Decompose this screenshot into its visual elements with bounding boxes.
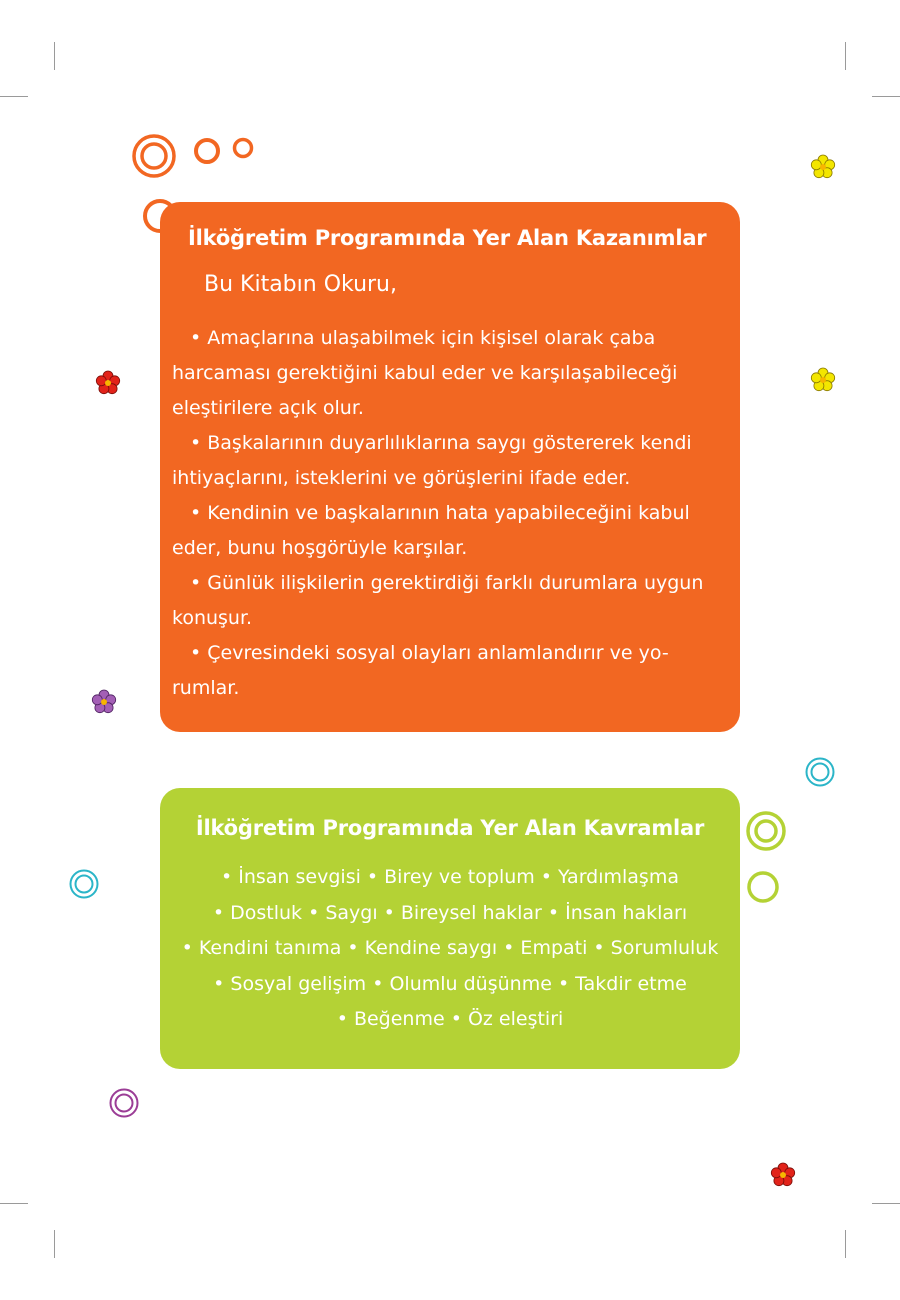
reader-heading: Bu Kitabın Okuru, <box>204 272 397 297</box>
concept-line: • Sosyal gelişim • Olumlu düşünme • Takdir etme <box>213 972 687 995</box>
crop-mark <box>845 1230 846 1258</box>
flower-icon <box>810 367 836 393</box>
concentric-circle-icon <box>130 132 178 180</box>
crop-mark <box>0 96 28 97</box>
concepts-title: İlköğretim Programında Yer Alan Kavramlar <box>195 816 705 840</box>
concentric-circle-icon <box>68 868 100 900</box>
concentric-circle-icon <box>108 1087 140 1119</box>
outcomes-title: İlköğretim Programında Yer Alan Kazanımlar <box>188 226 707 250</box>
list-item: • Amaçlarına ulaşabilmek için kişisel olarak çaba harcaması gerektiğini kabul eder ve karşılaşabileceği eleştirilere açık olur. <box>172 327 678 419</box>
crop-mark <box>872 1203 900 1204</box>
list-item: • Başkalarının duyarlılıklarına saygı göstererek kendi ihtiyaçlarını, isteklerini ve görüşlerini ifade eder. <box>172 432 692 489</box>
concept-line: • Kendini tanıma • Kendine saygı • Empati • Sorumluluk <box>181 937 719 959</box>
outcomes-list <box>172 321 710 706</box>
flower-icon <box>95 370 121 396</box>
list-item: • Günlük ilişkilerin gerektirdiği farklı durumlara uygun konuşur. <box>172 572 704 629</box>
flower-icon <box>770 1162 796 1188</box>
concept-line: • Dostluk • Saygı • Bireysel haklar • İnsan hakları <box>212 901 688 924</box>
crop-mark <box>54 1230 55 1258</box>
list-item: • Çevresindeki sosyal olayları anlamlandırır ve yo- rumlar. <box>172 642 669 699</box>
crop-mark <box>0 1203 28 1204</box>
concepts-box <box>160 788 740 1069</box>
concept-line: • İnsan sevgisi • Birey ve toplum • Yardımlaşma <box>221 866 679 888</box>
list-item: • Kendinin ve başkalarının hata yapabileceğini kabul eder, bunu hoşgörüyle karşılar. <box>172 502 690 559</box>
concentric-circle-icon <box>745 810 787 852</box>
crop-mark <box>845 42 846 70</box>
concepts-list <box>160 860 740 1038</box>
ring-icon <box>744 868 782 906</box>
concept-line: • Beğenme • Öz eleştiri <box>336 1008 564 1030</box>
concentric-circle-icon <box>804 756 836 788</box>
flower-icon <box>91 689 117 715</box>
ring-icon <box>192 136 222 166</box>
flower-icon <box>810 154 836 180</box>
crop-mark <box>54 42 55 70</box>
crop-mark <box>872 96 900 97</box>
ring-icon <box>230 135 256 161</box>
outcomes-box <box>160 202 740 732</box>
